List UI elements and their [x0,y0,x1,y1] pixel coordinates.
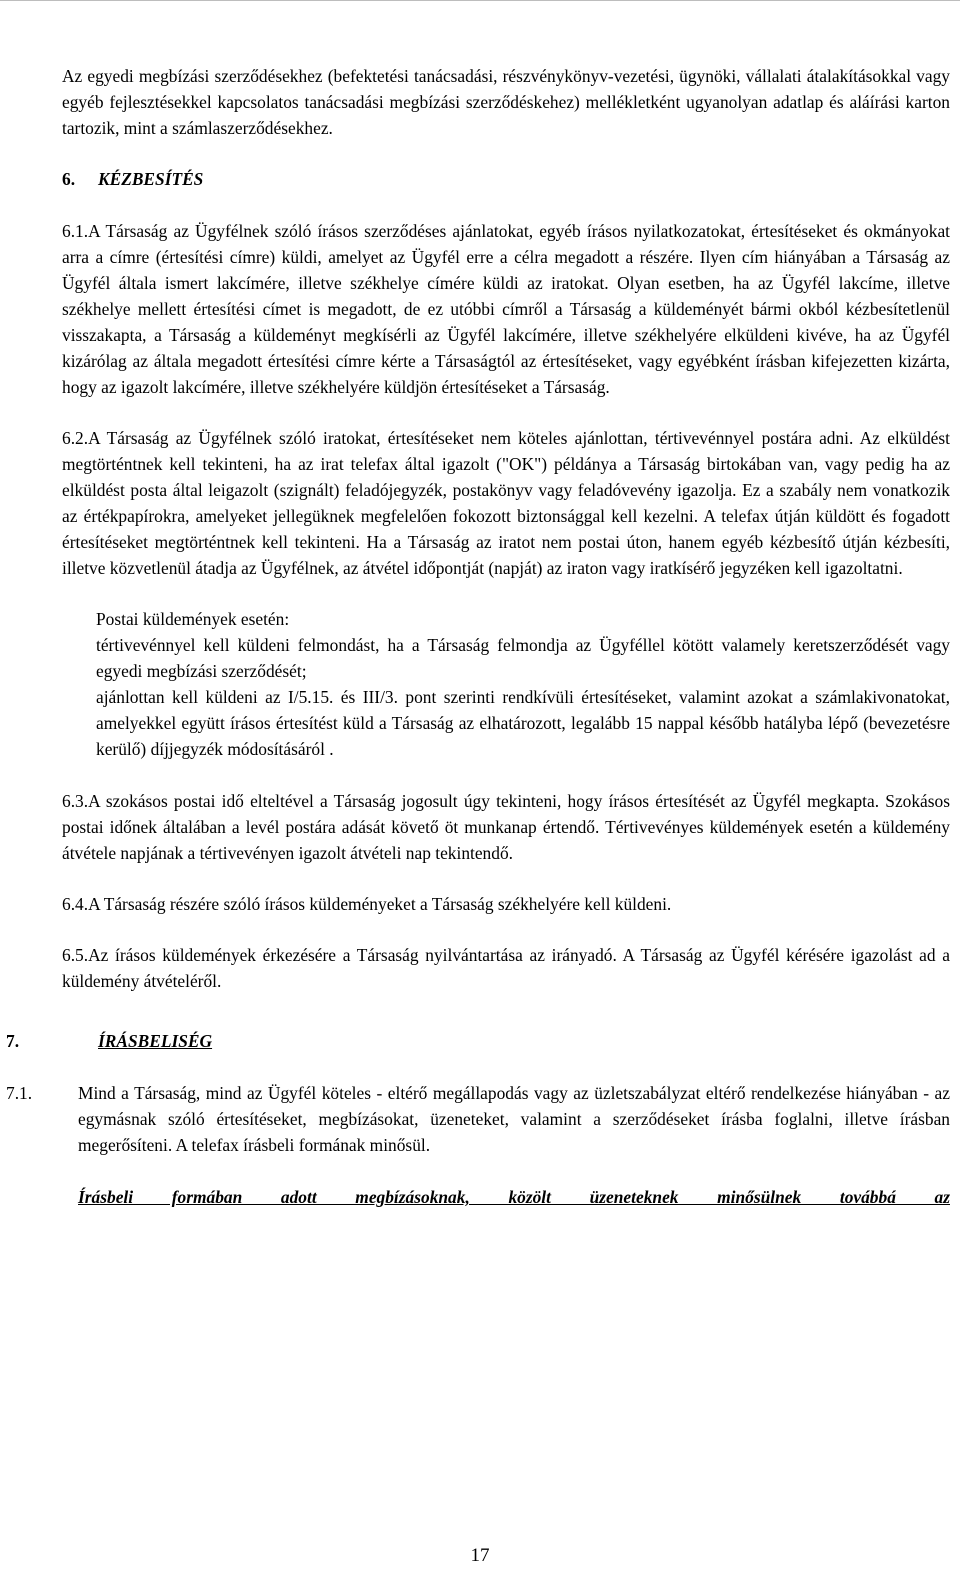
section-heading-7 [6,1028,950,1054]
emphasized-line: Írásbeli formában adott megbízásoknak, közölt üzeneteknek minősülnek továbbá az [78,1187,950,1207]
postal-title: Postai küldemények esetén: [96,609,290,629]
postal-line-1: tértivevénnyel kell küldeni felmondást, ha a Társaság felmondja az Ügyféllel kötött valamely keretszerződését vagy egyedi megbízási szerződését; [96,635,950,681]
page-number: 17 [470,1545,490,1566]
section-number: 6. [62,169,76,189]
postal-line-2: ajánlottan kell küldeni az I/5.15. és III/3. pont szerinti rendkívüli értesítéseket, valamint azokat a számlakivonatokat, amelyekkel együtt írásos értesítést küld a Társaság az elhatározott, legalább 15 nappal később hatályba lépő (bevezetésre kerülő) díjjegyzék módosításáról . [96,687,950,759]
paragraph-6-3: 6.3.A szokásos postai idő elteltével a Társaság jogosult úgy tekinteni, hogy írásos értesítését az Ügyfél megkapta. Szokásos postai időnek általában a levél postára adását követő öt munkanap értendő. Tértivevényes küldemények esetén a küldemény átvétele napjának a tértivevényen igazolt átvételi nap tekintendő. [62,791,950,863]
section-number: 7. [6,1031,20,1051]
page-top-rule [0,0,960,1]
paragraph-label: 7.1. [6,1083,33,1103]
postal-block [96,606,950,762]
paragraph-6-2: 6.2.A Társaság az Ügyfélnek szóló iratokat, értesítéseket nem köteles ajánlottan, tértivevénnyel postára adni. Az elküldést megtörténtnek kell tekinteni, ha az irat telefax által igazolt ("OK") példánya a Társaság birtokában van, vagy pedig ha az elküldést posta által leigazolt (szignált) feladójegyzék, postakönyv vagy feladóvevény igazolja. Ez a szabály nem vonatkozik az értékpapírokra, amelyeket jellegüknek megfelelően fokozott biztonsággal kell kezelni. A telefax útján küldött és fogadott értesítéseket megtörténtnek kell tekinteni. Ha a Társaság az iratot nem postai úton, hanem egyéb kézbesítő útján kézbesíti, illetve közvetlenül átadja az Ügyfélnek, az átvétel időpontját (napját) az iraton vagy iratkísérő jegyzéken kell igazoltatni. [62,428,950,578]
section-heading-6 [62,166,950,192]
paragraph-7-1 [6,1080,950,1158]
section-title: KÉZBESÍTÉS [98,169,204,189]
section-title: ÍRÁSBELISÉG [98,1031,213,1051]
paragraph-6-1: 6.1.A Társaság az Ügyfélnek szóló írásos szerződéses ajánlatokat, egyéb írásos nyilatkozatokat, értesítéseket és okmányokat arra a címre (értesítési címre) küldi, amelyet az Ügyfél erre a célra megadott a részére. Ilyen cím hiányában a Társaság az Ügyfél általa ismert lakcímére, illetve székhelye címére küldi az iratokat. Olyan esetben, ha az Ügyfél lakcíme, illetve székhelye mellett értesítési címet is megadott, de ez utóbbi címről a Társaság a küldeményét bármi okból kézbesítetlenül visszakapta, a Társaság a küldeményt megkísérli az Ügyfél lakcímére, illetve székhelyére elküldeni kivéve, ha az Ügyfél kizárólag az általa megadott értesítési címre kérte a Társaságtól az értesítéseket, vagy egyébként írásban kifejezetten kizárta, hogy az igazolt lakcímére, illetve székhelyére küldjön értesítéseket a Társaság. [62,221,950,397]
paragraph-6-5: 6.5.Az írásos küldemények érkezésére a Társaság nyilvántartása az irányadó. A Társaság az Ügyfél kérésére igazolást ad a küldemény átvételéről. [62,945,950,991]
intro-paragraph: Az egyedi megbízási szerződésekhez (befektetési tanácsadási, részvénykönyv-vezetési, ügynöki, vállalati átalakításokkal vagy egyéb fejlesztésekkel kapcsolatos tanácsadási megbízási szerződéskehez) mellékletként ugyanolyan adatlap és aláírási karton tartozik, mint a számlaszerződésekhez. [62,66,950,138]
document-page [6,63,950,1210]
paragraph-text: Mind a Társaság, mind az Ügyfél köteles - eltérő megállapodás vagy az üzletszabályzat eltérő rendelkezése hiányában - az egymásnak szóló értesítéseket, megbízásokat, üzeneteket, valamint a szerződéseket írásba foglalni, illetve írásban megerősíteni. A telefax írásbeli formának minősül. [78,1083,950,1155]
paragraph-6-4: 6.4.A Társaság részére szóló írásos küldeményeket a Társaság székhelyére kell küldeni. [62,894,672,914]
